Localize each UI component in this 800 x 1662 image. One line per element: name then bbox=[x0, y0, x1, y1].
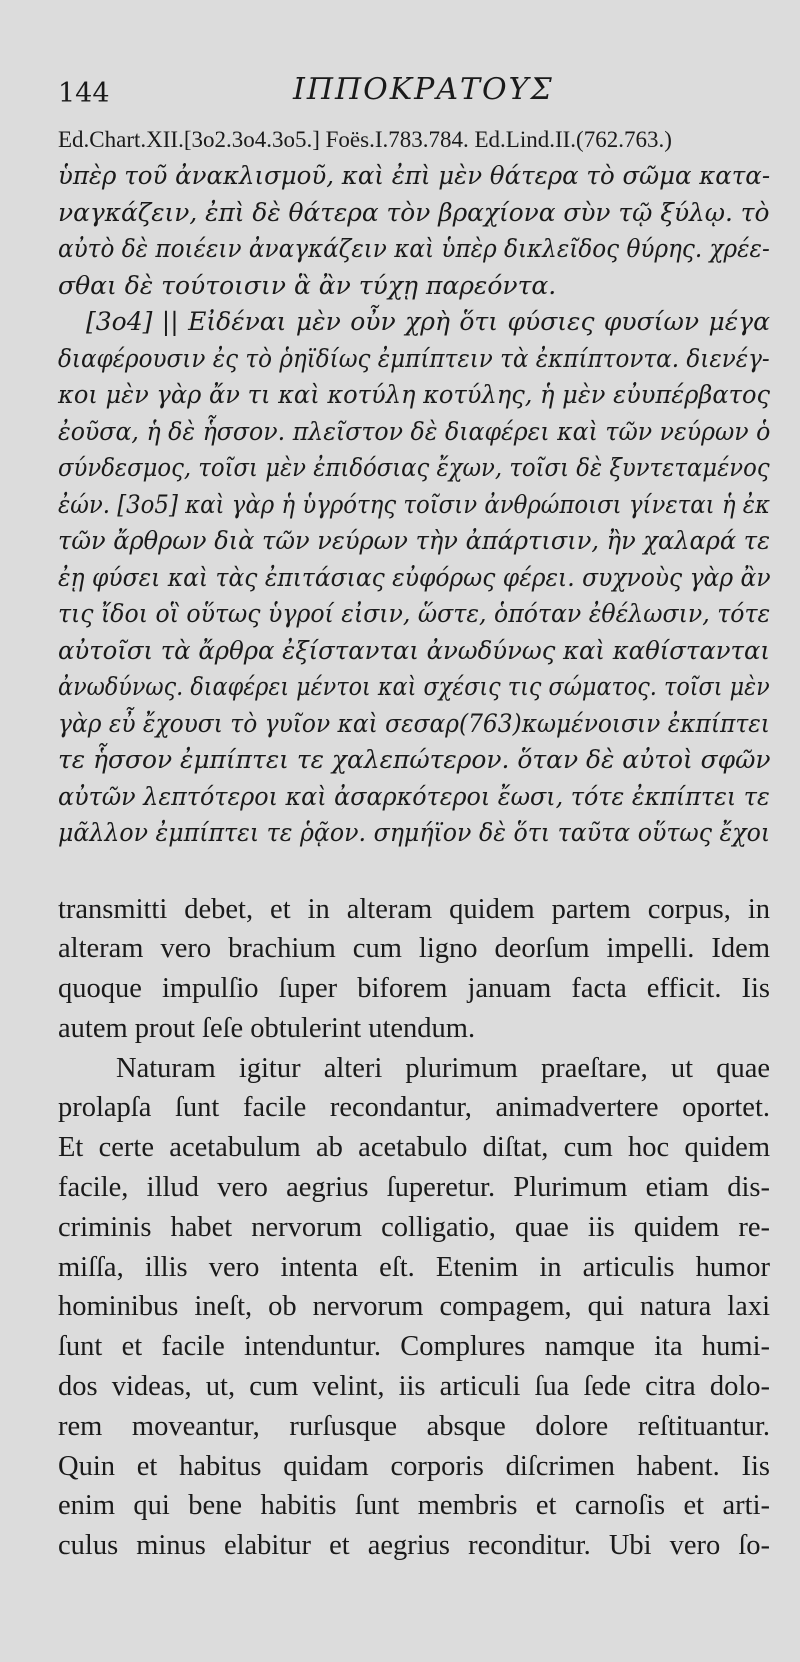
latin-line: Et certe acetabulum ab acetabulo diſtat, cum hoc quidem bbox=[58, 1132, 770, 1164]
greek-line: ναγκάζειν, ἐπὶ δὲ θάτερα τὸν βραχίονα σὺν τῷ ξύλῳ. τὸ bbox=[58, 197, 770, 227]
greek-line: γὰρ εὖ ἔχουσι τὸ γυῖον καὶ σεσαρ(763)κωμένοισιν ἐκπίπτει bbox=[58, 708, 770, 738]
greek-line: μᾶλλον ἐμπίπτει τε ῥᾷον. σημήϊον δὲ ὅτι ταῦτα οὕτως ἔχοι bbox=[58, 818, 771, 847]
greek-line: τις ἴδοι οἳ οὕτως ὑγροί εἰσιν, ὥστε, ὁπόταν ἐθέλωσιν, τότε bbox=[58, 599, 771, 628]
latin-line: ſunt et facile intenduntur. Complures namque ita humi- bbox=[58, 1331, 770, 1363]
latin-line: dos videas, ut, cum velint, iis articuli ſua ſede citra dolo- bbox=[58, 1371, 770, 1403]
latin-text-block bbox=[58, 890, 772, 1567]
page-header bbox=[58, 58, 772, 116]
greek-text-block bbox=[58, 158, 772, 852]
latin-line: rem moveantur, rurſusque absque dolore reſtituantur. bbox=[58, 1410, 770, 1442]
greek-line: αὐτὸ δὲ ποιέειν ἀναγκάζειν καὶ ὑπὲρ δικλεῖδος θύρης. χρέε- bbox=[58, 234, 770, 263]
greek-line: τῶν ἄρθρων διὰ τῶν νεύρων τὴν ἀπάρτισιν, ἢν χαλαρά τε bbox=[58, 526, 771, 555]
latin-line: criminis habet nervorum colligatio, quae iis quidem re- bbox=[58, 1211, 770, 1243]
greek-line: σύνδεσμος, τοῖσι μὲν ἐπιδόσιας ἔχων, τοῖσι δὲ ξυντεταμένος bbox=[58, 453, 770, 482]
latin-line: autem prout ſeſe obtulerint utendum. bbox=[58, 1012, 476, 1044]
latin-line: facile, illud vero aegrius ſuperetur. Plurimum etiam dis- bbox=[58, 1172, 770, 1204]
greek-line: ἐοῦσα, ἡ δὲ ἧσσον. πλεῖστον δὲ διαφέρει καὶ τῶν νεύρων ὁ bbox=[58, 416, 771, 446]
greek-line: τε ἧσσον ἐμπίπτει τε χαλεπώτερον. ὅταν δὲ αὐτοὶ σφῶν bbox=[58, 745, 771, 774]
greek-line: ἐών. [3o5] καὶ γὰρ ἡ ὑγρότης τοῖσιν ἀνθρώποισι γίνεται ἡ ἐκ bbox=[58, 489, 770, 519]
latin-line: Naturam igitur alteri plurimum praeſtare, ut quae bbox=[116, 1052, 770, 1084]
greek-line: κοι μὲν γὰρ ἄν τι καὶ κοτύλη κοτύλης, ἡ μὲν εὐυπέρβατος bbox=[58, 380, 771, 409]
latin-line: quoque impulſio ſuper biforem januam facta efficit. Iis bbox=[58, 973, 770, 1005]
edition-reference: Ed.Chart.XII.[3o2.3o4.3o5.] Foës.I.783.784. Ed.Lind.II.(762.763.) bbox=[58, 127, 672, 152]
greek-line: αὐτοῖσι τὰ ἄρθρα ἐξίστανται ἀνωδύνως καὶ καθίστανται bbox=[58, 635, 770, 665]
latin-line: hominibus ineſt, ob nervorum compagem, qui natura laxi bbox=[58, 1291, 770, 1323]
page-number: 144 bbox=[58, 78, 110, 109]
greek-line: ἀνωδύνως. διαφέρει μέντοι καὶ σχέσις τις σώματος. τοῖσι μὲν bbox=[58, 672, 770, 701]
latin-line: miſſa, illis vero intenta eſt. Etenim in articulis humor bbox=[58, 1251, 770, 1283]
greek-line: αὐτῶν λεπτότεροι καὶ ἀσαρκότεροι ἔωσι, τότε ἐκπίπτει τε bbox=[58, 781, 770, 811]
greek-line: διαφέρουσιν ἐς τὸ ῥηϊδίως ἐμπίπτειν τὰ ἐκπίπτοντα. διενέγ- bbox=[58, 343, 770, 373]
greek-line: σθαι δὲ τούτοισιν ἃ ἂν τύχῃ παρεόντα. bbox=[58, 270, 557, 300]
latin-line: alteram vero brachium cum ligno deorſum impelli. Idem bbox=[58, 933, 770, 965]
running-head: ΙΠΠΟΚΡΑΤΟΥΣ bbox=[293, 72, 554, 107]
greek-line: [3o4] || Εἰδέναι μὲν οὖν χρὴ ὅτι φύσιες φυσίων μέγα bbox=[86, 307, 770, 336]
greek-line: ὑπὲρ τοῦ ἀνακλισμοῦ, καὶ ἐπὶ μὲν θάτερα τὸ σῶμα κατα- bbox=[58, 161, 771, 190]
latin-line: prolapſa ſunt facile recondantur, animadvertere oportet. bbox=[58, 1092, 770, 1124]
latin-line: culus minus elabitur et aegrius reconditur. Ubi vero ſo- bbox=[58, 1530, 770, 1562]
latin-line: enim qui bene habitis ſunt membris et carnoſis et arti- bbox=[58, 1490, 770, 1522]
latin-line: transmitti debet, et in alteram quidem partem corpus, in bbox=[58, 893, 770, 925]
latin-line: Quin et habitus quidam corporis diſcrimen habent. Iis bbox=[58, 1450, 770, 1482]
greek-line: ἐῃ φύσει καὶ τὰς ἐπιτάσιας εὐφόρως φέρει. συχνοὺς γὰρ ἂν bbox=[58, 562, 771, 592]
